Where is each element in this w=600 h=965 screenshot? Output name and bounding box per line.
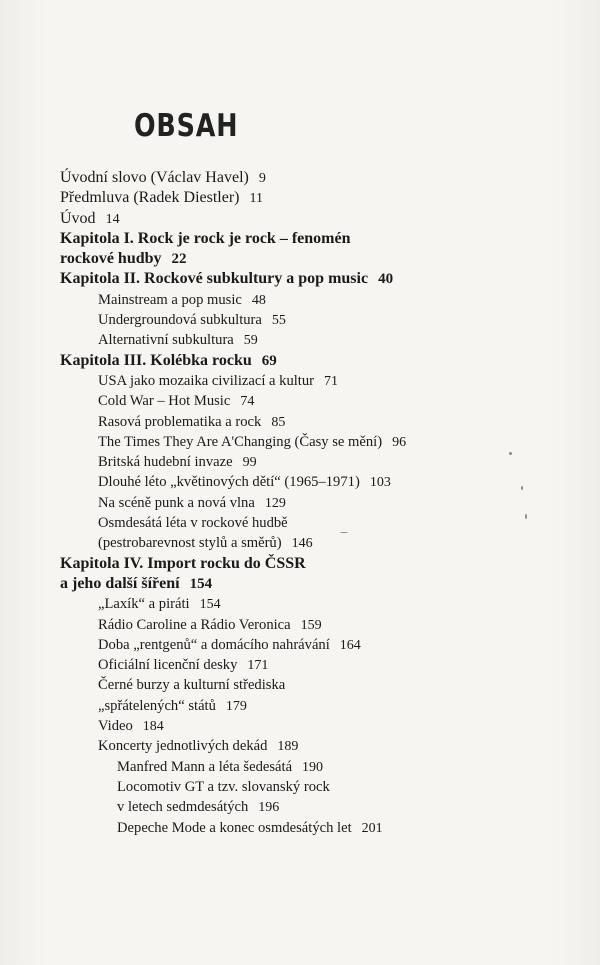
toc-entry-title: „Laxík“ a piráti xyxy=(98,596,190,613)
toc-entry-title: Doba „rentgenů“ a domácího nahrávání xyxy=(98,636,330,653)
print-speck xyxy=(525,514,527,519)
toc-entry-title: Oficiální licenční desky xyxy=(98,657,238,674)
toc-entry-title: USA jako mozaika civilizací a kultur xyxy=(98,372,315,389)
print-speck xyxy=(509,452,512,455)
print-speck xyxy=(340,532,348,533)
toc-entry xyxy=(0,797,600,817)
toc-page-number: 179 xyxy=(225,698,247,714)
toc-entry-title: Video xyxy=(98,718,133,735)
toc-entry-title: Dlouhé léto „květinových dětí“ (1965–1971) xyxy=(98,474,360,491)
toc-page-number: 11 xyxy=(249,191,263,207)
toc-page-number: 22 xyxy=(171,251,187,268)
toc-page-number: 103 xyxy=(369,475,391,491)
toc-entry-title: Kapitola II. Rockové subkultury a pop music xyxy=(60,270,369,288)
toc-chapter-line xyxy=(0,554,600,574)
toc-chapter-line xyxy=(0,574,600,594)
toc-entry-title: Mainstream a pop music xyxy=(98,291,242,308)
table-of-contents xyxy=(0,168,600,838)
toc-entry-title: Alternativní subkultura xyxy=(98,332,234,349)
toc-entry xyxy=(0,655,600,675)
toc-entry-title: Locomotiv GT a tzv. slovanský rock xyxy=(117,778,330,795)
toc-entry xyxy=(0,391,600,411)
toc-page-number: 40 xyxy=(378,271,394,288)
toc-entry xyxy=(0,635,600,655)
toc-entry xyxy=(0,615,600,635)
toc-page-number: 85 xyxy=(271,414,286,430)
toc-entry-title: Undergroundová subkultura xyxy=(98,312,262,329)
toc-page-number: 201 xyxy=(361,820,383,836)
toc-entry xyxy=(0,716,600,736)
toc-page-number: 9 xyxy=(258,171,266,186)
toc-page-number: 14 xyxy=(105,211,120,227)
toc-entry-title: v letech sedmdesátých xyxy=(117,799,249,816)
toc-entry-title: Na scéně punk a nová vlna xyxy=(98,494,255,511)
toc-page-number: 129 xyxy=(264,495,286,511)
toc-entry-title: Kapitola I. Rock je rock je rock – fenomén xyxy=(60,229,351,247)
toc-entry xyxy=(0,675,600,695)
toc-page-number: 154 xyxy=(199,597,221,613)
toc-entry-title: Kapitola IV. Import rocku do ČSSR xyxy=(60,554,306,572)
toc-page-number: 59 xyxy=(243,333,258,349)
toc-entry-title: „spřátelených“ států xyxy=(98,697,216,714)
toc-entry xyxy=(0,168,600,188)
toc-page-number: 190 xyxy=(302,759,324,775)
toc-entry-title: Předmluva (Radek Diestler) xyxy=(60,189,240,207)
toc-page-number: 159 xyxy=(300,617,322,633)
toc-entry xyxy=(0,452,600,472)
toc-entry xyxy=(0,472,600,492)
toc-entry-title: Kapitola III. Kolébka rocku xyxy=(60,351,252,369)
toc-page-number: 146 xyxy=(291,536,313,552)
toc-entry xyxy=(0,513,600,533)
toc-entry xyxy=(0,371,600,391)
toc-chapter-line xyxy=(0,249,600,269)
toc-entry-title: rockové hudby xyxy=(60,250,162,268)
toc-entry xyxy=(0,412,600,432)
toc-page-number: 184 xyxy=(142,719,164,735)
toc-entry-title: a jeho další šíření xyxy=(60,574,180,592)
toc-entry-title: The Times They Are A'Changing (Časy se mění) xyxy=(98,433,383,450)
toc-page-number: 171 xyxy=(247,658,269,674)
toc-page-number: 154 xyxy=(189,575,213,592)
toc-chapter-line xyxy=(0,269,600,289)
toc-entry xyxy=(0,493,600,513)
print-speck xyxy=(521,486,523,490)
toc-page-number: 55 xyxy=(271,313,286,329)
toc-page-number: 164 xyxy=(339,637,361,653)
toc-entry-title: Rasová problematika a rock xyxy=(98,413,262,430)
toc-entry-title: Britská hudební invaze xyxy=(98,454,233,471)
toc-entry-title: Depeche Mode a konec osmdesátých let xyxy=(117,819,352,836)
toc-entry-title: Černé burzy a kulturní střediska xyxy=(98,677,286,694)
toc-page-number: 96 xyxy=(392,434,407,450)
toc-entry-title: Manfred Mann a léta šedesátá xyxy=(117,758,293,775)
toc-entry-title: Úvod xyxy=(60,209,96,227)
page-title: OBSAH xyxy=(134,108,239,144)
toc-entry xyxy=(0,533,600,553)
toc-entry xyxy=(0,432,600,452)
toc-entry xyxy=(0,330,600,350)
toc-page-number: 196 xyxy=(258,800,280,816)
toc-page-number: 99 xyxy=(242,455,257,471)
toc-entry-title: Osmdesátá léta v rockové hudbě xyxy=(98,515,288,532)
toc-entry xyxy=(0,310,600,330)
toc-chapter-line xyxy=(0,229,600,249)
toc-page-number: 74 xyxy=(240,394,255,410)
toc-entry xyxy=(0,209,600,229)
toc-entry xyxy=(0,290,600,310)
toc-page-number: 48 xyxy=(251,292,266,308)
toc-page-number: 189 xyxy=(277,739,299,755)
toc-entry xyxy=(0,777,600,797)
toc-entry-title: (pestrobarevnost stylů a směrů) xyxy=(98,535,282,552)
toc-entry-title: Koncerty jednotlivých dekád xyxy=(98,738,268,755)
toc-entry-title: Rádio Caroline a Rádio Veronica xyxy=(98,616,291,633)
toc-entry-title: Cold War – Hot Music xyxy=(98,393,231,410)
toc-entry xyxy=(0,736,600,756)
toc-chapter-line xyxy=(0,351,600,371)
toc-entry xyxy=(0,594,600,614)
toc-entry xyxy=(0,818,600,838)
toc-entry xyxy=(0,188,600,208)
toc-page-number: 69 xyxy=(261,352,277,369)
toc-entry-title: Úvodní slovo (Václav Havel) xyxy=(60,169,249,186)
toc-entry xyxy=(0,696,600,716)
toc-page-number: 71 xyxy=(324,373,339,389)
toc-entry xyxy=(0,757,600,777)
